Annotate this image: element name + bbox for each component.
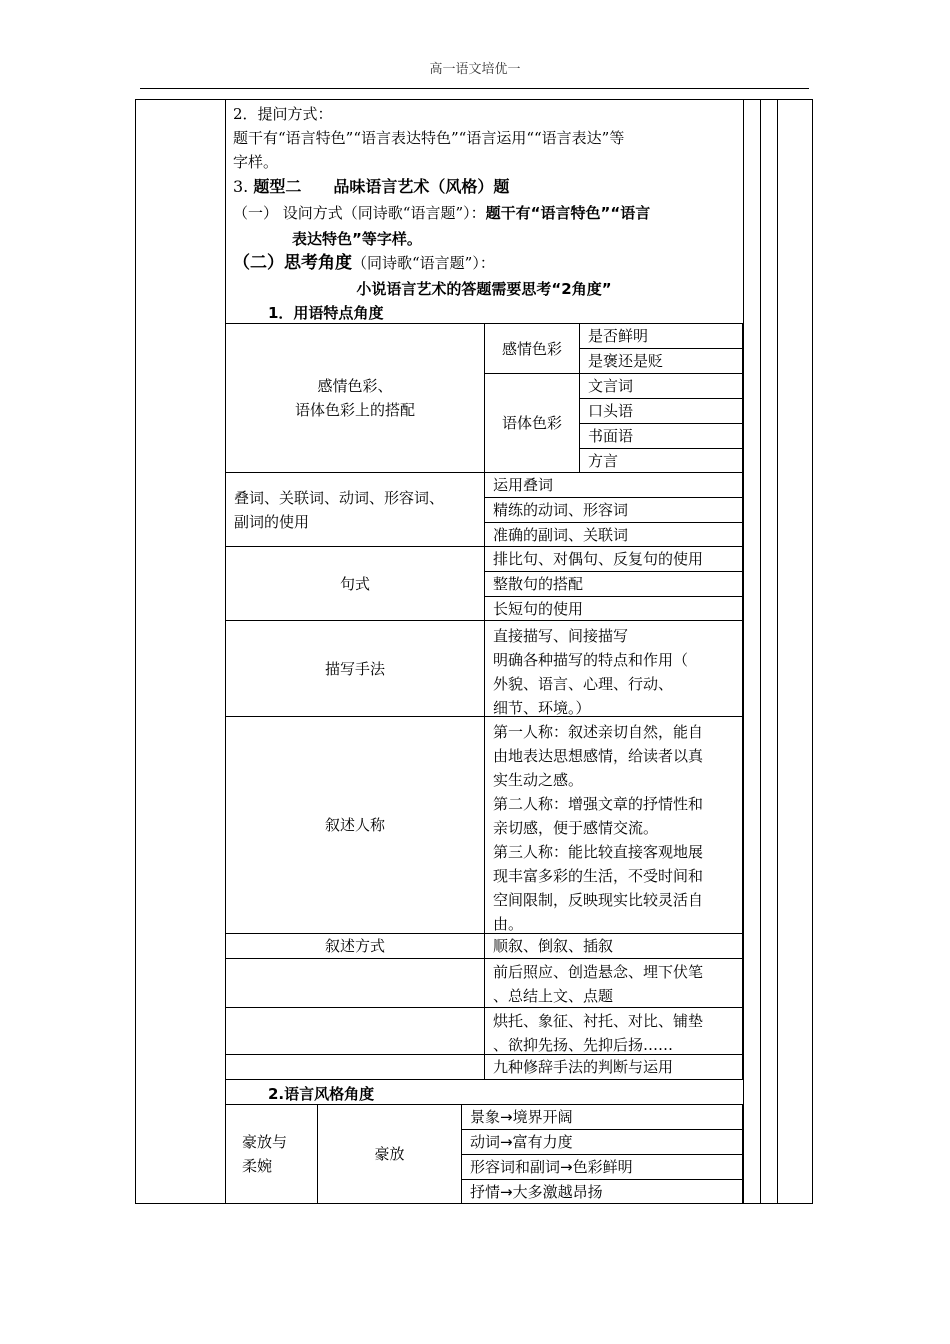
bold-style-item: 形容词和副词→色彩鲜明 bbox=[461, 1154, 743, 1180]
narration-cell: 叙述方式 bbox=[225, 933, 485, 959]
angle-one-heading: 1．用语特点角度 bbox=[268, 304, 384, 322]
technique-cell bbox=[225, 1007, 485, 1055]
bold-style-cell: 豪放 bbox=[317, 1104, 462, 1204]
frame-divider bbox=[777, 99, 778, 1204]
style-item: 文言词 bbox=[579, 373, 743, 399]
word-usage-item: 准确的副词、关联词 bbox=[484, 522, 743, 547]
section-one-text-cont: 表达特色”等字样。 bbox=[292, 230, 422, 248]
narrative-person-cell: 叙述人称 bbox=[225, 716, 485, 934]
question-method-text: 题干有“语言特色”“语言表达特色”“语言运用““语言表达”等 bbox=[233, 129, 625, 147]
technique-text: 烘托、象征、衬托、对比、铺垫 、欲抑先扬、先抑后扬…… bbox=[484, 1007, 743, 1055]
type-heading bbox=[233, 175, 509, 199]
page-header: 高一语文培优一 bbox=[429, 62, 521, 77]
description-cell: 描写手法 bbox=[225, 620, 485, 717]
center-title: 小说语言艺术的答题需要思考“2角度” bbox=[356, 280, 612, 298]
emotion-style-cell: 感情色彩、 语体色彩上的搭配 bbox=[225, 323, 485, 473]
bold-style-item: 动词→富有力度 bbox=[461, 1129, 743, 1155]
emotion-item: 是否鲜明 bbox=[579, 323, 743, 349]
question-method-text-cont: 字样。 bbox=[233, 153, 279, 171]
emotion-color-cell: 感情色彩 bbox=[484, 323, 580, 374]
type-title: 题型二 品味语言艺术（风格）题 bbox=[253, 177, 510, 196]
angle-two-heading: 2.语言风格角度 bbox=[268, 1085, 375, 1103]
emotion-item: 是褒还是贬 bbox=[579, 348, 743, 374]
narration-text: 顺叙、倒叙、插叙 bbox=[484, 933, 743, 959]
sentence-item: 整散句的搭配 bbox=[484, 571, 743, 597]
bold-graceful-cell: 豪放与 柔婉 bbox=[225, 1104, 318, 1204]
description-text: 直接描写、间接描写 明确各种描写的特点和作用（ 外貌、语言、心理、行动、 细节、环境。） bbox=[484, 620, 743, 717]
header-rule bbox=[140, 88, 809, 89]
bold-style-item: 景象→境界开阔 bbox=[461, 1104, 743, 1130]
structure-cell bbox=[225, 958, 485, 1008]
section-one bbox=[233, 201, 650, 225]
question-method-title: 2．提问方式： bbox=[233, 105, 333, 123]
style-item: 方言 bbox=[579, 448, 743, 473]
rhetoric-text: 九种修辞手法的判断与运用 bbox=[484, 1054, 743, 1080]
word-usage-item: 运用叠词 bbox=[484, 472, 743, 498]
section-two bbox=[233, 251, 495, 275]
word-usage-cell: 叠词、关联词、动词、形容词、 副词的使用 bbox=[225, 472, 485, 547]
section-one-number: （一） bbox=[233, 204, 279, 222]
sentence-cell: 句式 bbox=[225, 546, 485, 621]
style-item: 口头语 bbox=[579, 398, 743, 424]
frame-divider bbox=[743, 99, 744, 1204]
rhetoric-cell bbox=[225, 1054, 485, 1080]
sentence-item: 排比句、对偶句、反复句的使用 bbox=[484, 546, 743, 572]
type-number: 3. bbox=[233, 177, 249, 196]
style-item: 书面语 bbox=[579, 423, 743, 449]
section-one-label: 设问方式（同诗歌“语言题”）： bbox=[282, 204, 486, 222]
sentence-item: 长短句的使用 bbox=[484, 596, 743, 621]
section-two-label: （二）思考角度 bbox=[233, 253, 352, 273]
section-one-text: 题干有“语言特色”“语言 bbox=[485, 204, 651, 222]
narrative-person-text: 第一人称：叙述亲切自然，能自 由地表达思想感情，给读者以真 实生动之感。 第二人称：增强文章的抒情性和 亲切感，便于感情交流。 第三人称：能比较直接客观地展 现丰富多彩的生活，不受时间和 空间限制，反映现实比较灵活自 由。 bbox=[484, 716, 743, 934]
frame-divider bbox=[760, 99, 761, 1204]
word-usage-item: 精练的动词、形容词 bbox=[484, 497, 743, 523]
section-two-text: （同诗歌“语言题”）： bbox=[352, 254, 495, 272]
structure-text: 前后照应、创造悬念、埋下伏笔 、总结上文、点题 bbox=[484, 958, 743, 1008]
style-color-cell: 语体色彩 bbox=[484, 373, 580, 473]
bold-style-item: 抒情→大多激越昂扬 bbox=[461, 1179, 743, 1204]
